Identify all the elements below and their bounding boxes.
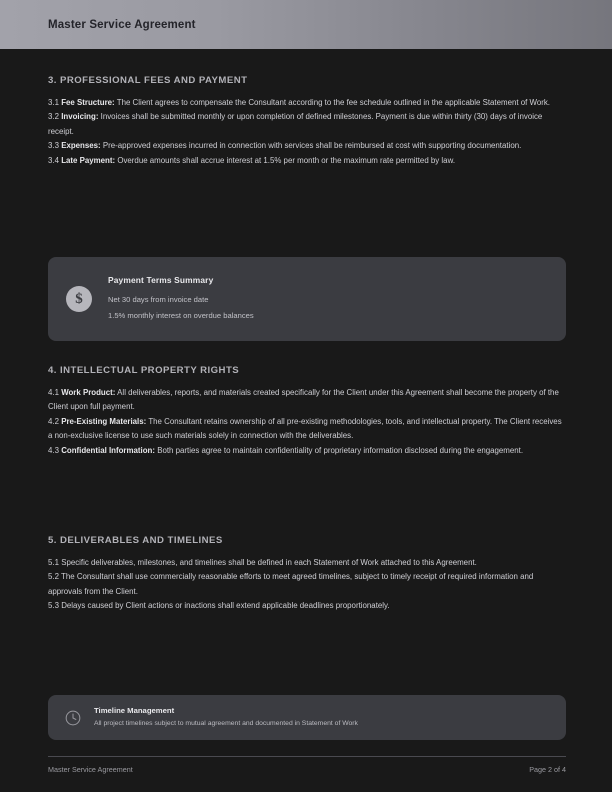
clause-text: Specific deliverables, milestones, and timelines shall be defined in each Statement of Work attached to this Agreement. bbox=[61, 558, 477, 567]
clause-label: Late Payment: bbox=[61, 155, 116, 165]
clause-5-3 bbox=[48, 599, 566, 613]
clause-3-3 bbox=[48, 139, 566, 153]
section-heading: 4. INTELLECTUAL PROPERTY RIGHTS bbox=[48, 365, 240, 376]
clause-label: Pre-Existing Materials: bbox=[61, 416, 147, 426]
clause-number: 4.2 bbox=[48, 416, 59, 426]
clause-label: Work Product: bbox=[61, 388, 116, 397]
clause-label: Invoicing: bbox=[61, 112, 99, 122]
footer-divider bbox=[48, 756, 566, 757]
clause-text: Pre-approved expenses incurred in connection with services shall be reimbursed at cost with supporting documentation. bbox=[102, 141, 522, 151]
clause-label: Fee Structure: bbox=[61, 98, 115, 107]
section-heading: 5. DELIVERABLES AND TIMELINES bbox=[48, 535, 223, 546]
clause-text: Delays caused by Client actions or inactions shall extend applicable deadlines proportionately. bbox=[61, 601, 390, 611]
payment-terms-body bbox=[108, 275, 254, 324]
document-running-header bbox=[0, 0, 612, 49]
clause-text: Both parties agree to maintain confidentiality of proprietary information disclosed during the engagement. bbox=[157, 445, 524, 455]
clause-label: Expenses: bbox=[61, 141, 101, 151]
clause-text: The Consultant shall use commercially reasonable efforts to meet agreed timelines, subject to timely receipt of required information and approvals from the Client. bbox=[48, 572, 534, 596]
timeline-management-body bbox=[94, 706, 358, 729]
clause-number: 5.1 bbox=[48, 558, 59, 567]
payment-terms-title: Payment Terms Summary bbox=[108, 274, 214, 285]
clause-3-2 bbox=[48, 110, 566, 139]
section-intellectual-property bbox=[48, 364, 566, 458]
footer-page-number: Page 2 of 4 bbox=[529, 765, 566, 774]
clause-number: 3.2 bbox=[48, 112, 59, 122]
section-heading: 3. PROFESSIONAL FEES AND PAYMENT bbox=[48, 75, 248, 86]
clause-4-2 bbox=[48, 415, 566, 444]
clause-4-3 bbox=[48, 444, 566, 458]
clause-number: 5.2 bbox=[48, 572, 59, 582]
clause-number: 4.1 bbox=[48, 388, 59, 397]
section-professional-fees bbox=[48, 74, 566, 168]
section-deliverables-timelines bbox=[48, 534, 566, 614]
payment-terms-callout bbox=[48, 257, 566, 341]
footer-document-name: Master Service Agreement bbox=[48, 765, 133, 774]
clause-4-1 bbox=[48, 386, 566, 415]
timeline-management-title: Timeline Management bbox=[94, 706, 175, 715]
document-page bbox=[0, 49, 612, 792]
clause-number: 5.3 bbox=[48, 601, 59, 611]
page-footer bbox=[48, 765, 566, 774]
clause-3-4 bbox=[48, 154, 566, 168]
clause-text: All deliverables, reports, and materials created specifically for the Client under this Agreement shall become the property of the Client upon full payment. bbox=[48, 388, 559, 412]
clause-5-1 bbox=[48, 556, 566, 570]
clause-label: Confidential Information: bbox=[61, 445, 155, 455]
clause-text: Overdue amounts shall accrue interest at 1.5% per month or the maximum rate permitted by law. bbox=[117, 155, 456, 165]
clock-icon bbox=[64, 709, 82, 727]
clause-5-2 bbox=[48, 570, 566, 599]
clause-text: The Client agrees to compensate the Consultant according to the fee schedule outlined in the applicable Statement of Work. bbox=[116, 98, 550, 107]
dollar-sign-glyph: $ bbox=[75, 290, 83, 307]
payment-terms-line-2: 1.5% monthly interest on overdue balances bbox=[108, 310, 254, 320]
timeline-management-line-1: All project timelines subject to mutual agreement and documented in Statement of Work bbox=[94, 720, 358, 727]
clause-number: 4.3 bbox=[48, 445, 59, 455]
clause-number: 3.1 bbox=[48, 98, 59, 107]
payment-terms-line-1: Net 30 days from invoice date bbox=[108, 294, 209, 304]
document-title: Master Service Agreement bbox=[48, 18, 196, 31]
dollar-sign-icon bbox=[66, 286, 92, 312]
clause-number: 3.4 bbox=[48, 155, 59, 165]
clause-3-1 bbox=[48, 96, 566, 110]
clause-number: 3.3 bbox=[48, 141, 59, 151]
clause-text: The Consultant retains ownership of all pre-existing methodologies, tools, and intellectual property. The Client receives a non-exclusive license to use such materials solely in connection with the deliverables. bbox=[48, 416, 562, 441]
clause-text: Invoices shall be submitted monthly or upon completion of defined milestones. Payment is due within thirty (30) days of invoice receipt. bbox=[48, 112, 543, 136]
timeline-management-callout bbox=[48, 695, 566, 740]
